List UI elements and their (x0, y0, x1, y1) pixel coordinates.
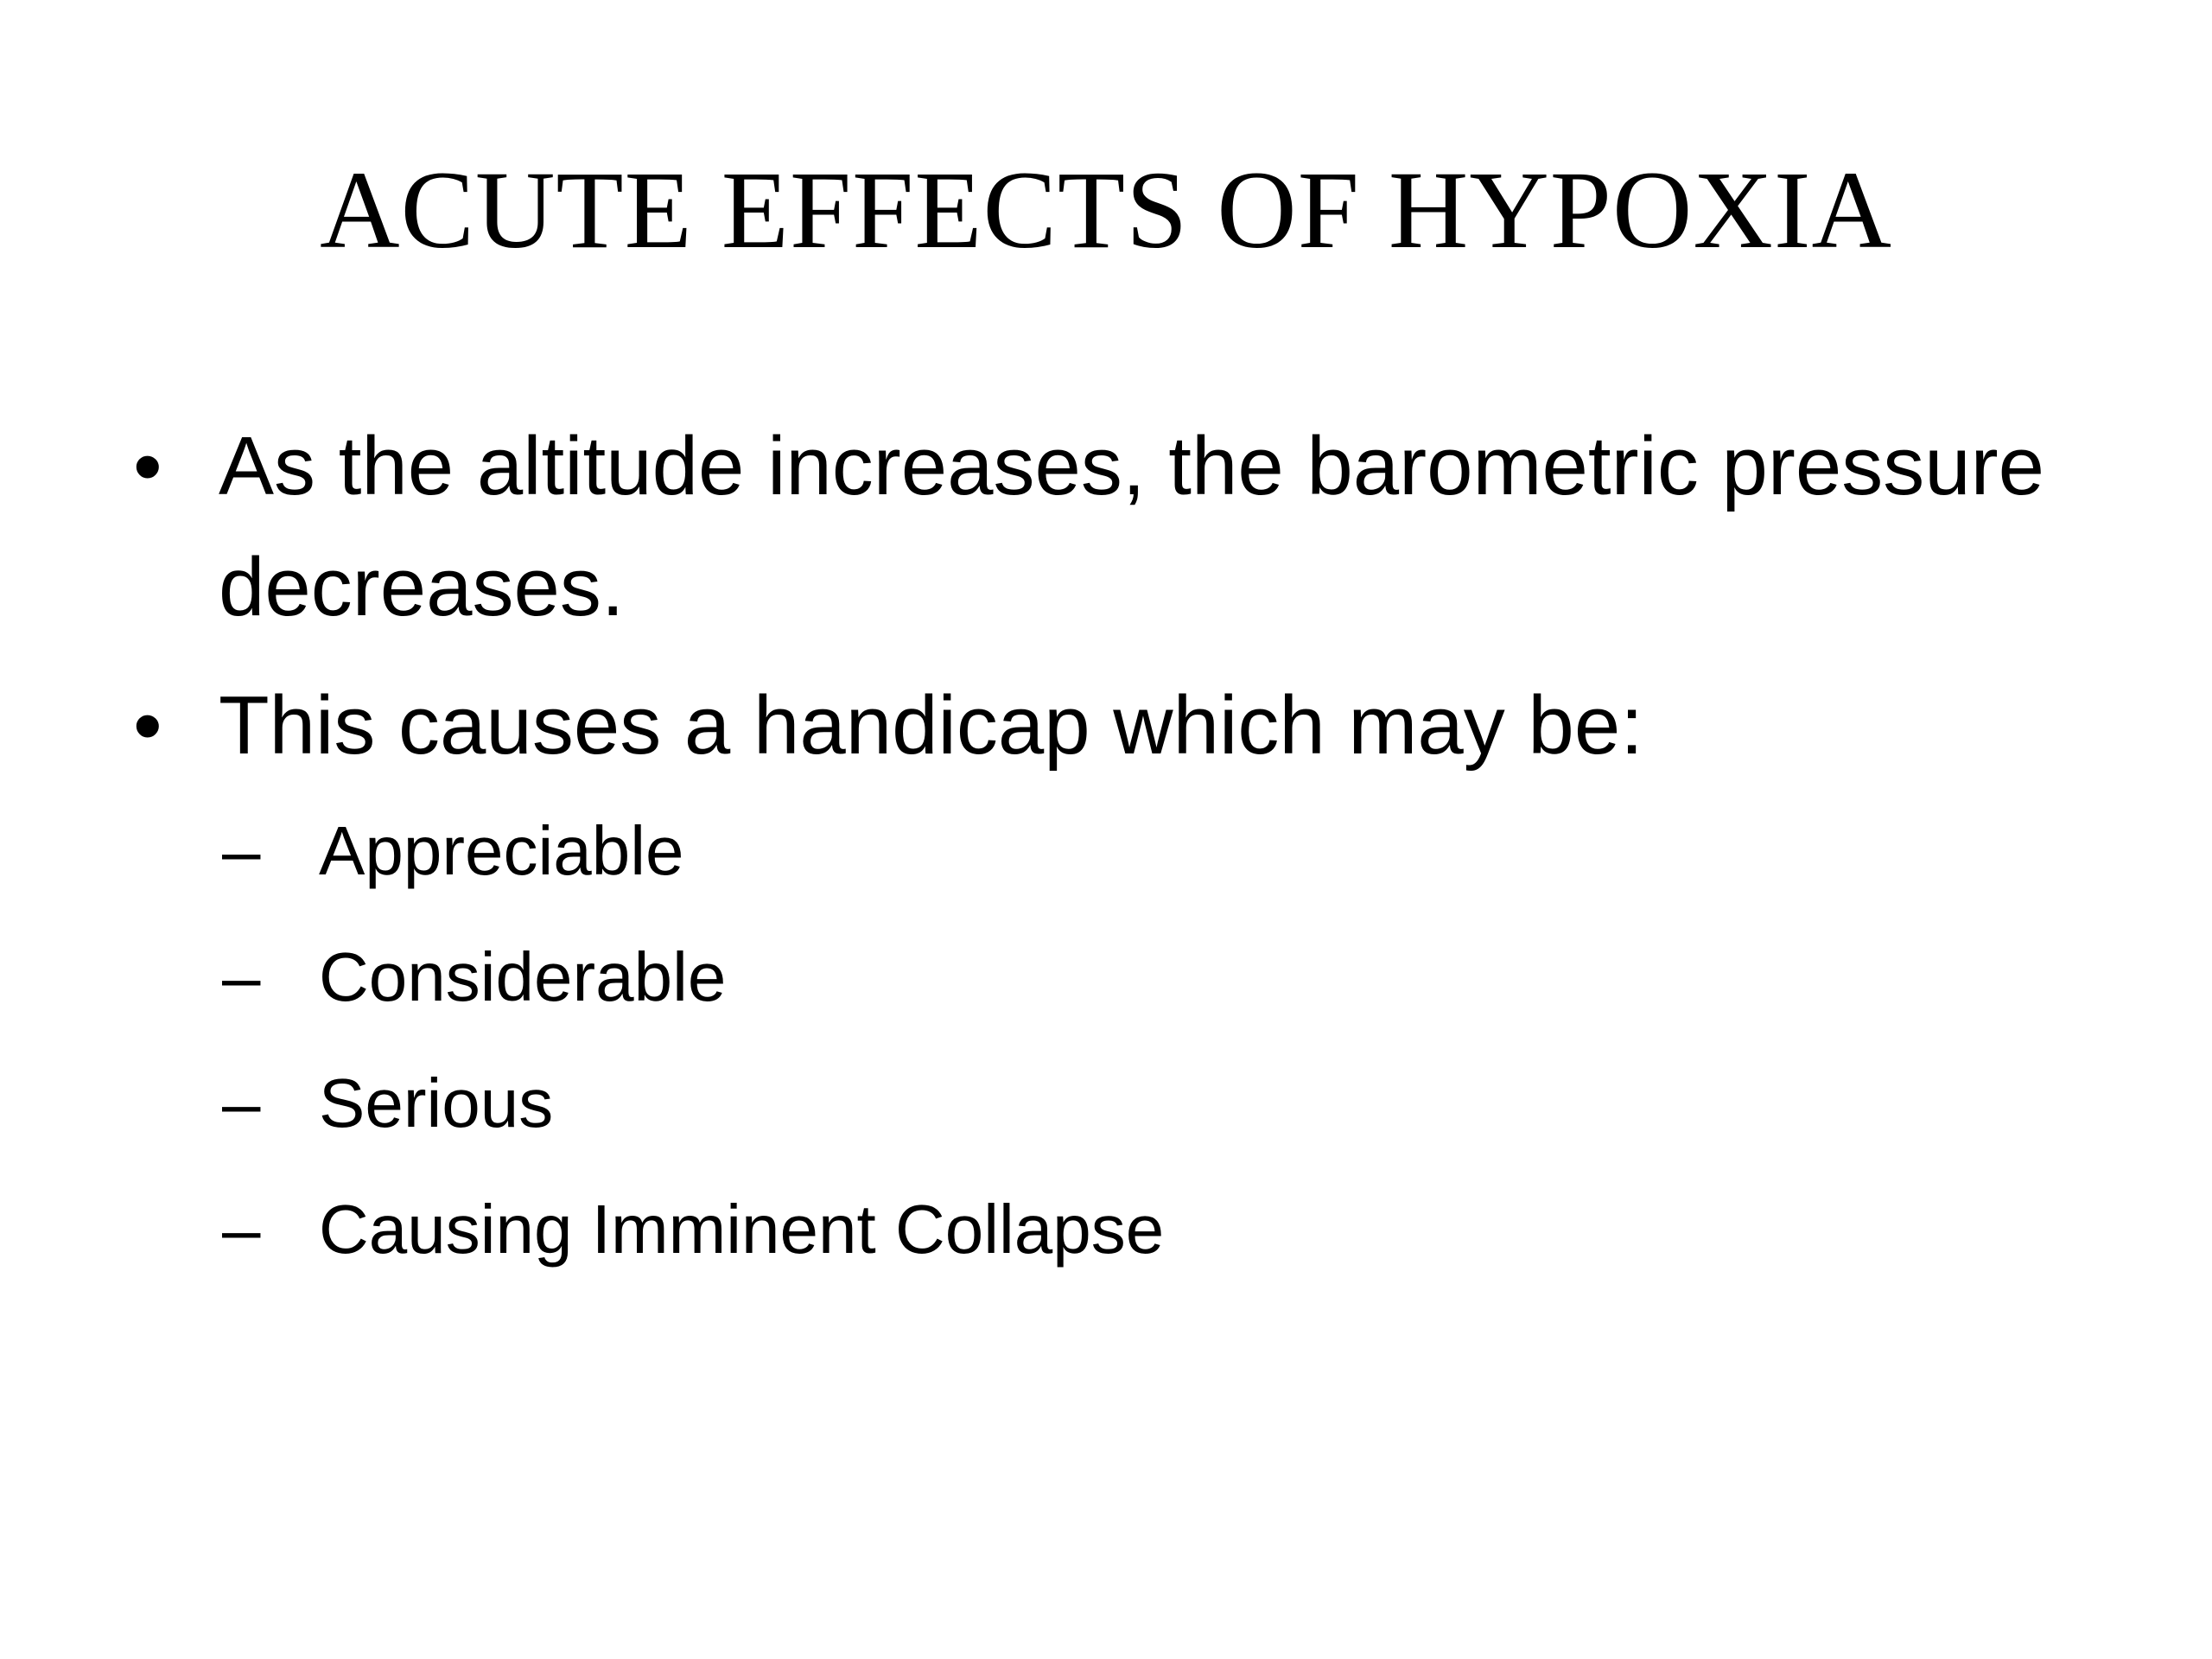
sub-bullet-item (222, 1166, 2117, 1293)
bullet-list (130, 406, 2117, 1293)
sub-bullet-item (222, 1040, 2117, 1166)
bullet-text: As the altitude increases, the barometric pressure decreases. (219, 420, 2045, 633)
bullet-text: This causes a handicap which may be: (219, 679, 1643, 772)
bullet-item (130, 406, 2117, 648)
sub-bullet-text: Considerable (319, 938, 727, 1015)
bullet-dot-icon: • (133, 679, 162, 772)
dash-icon: – (222, 1191, 261, 1268)
dash-icon: – (222, 1065, 261, 1141)
sub-bullet-text: Causing Imminent Collapse (319, 1191, 1165, 1268)
dash-icon: – (222, 812, 261, 889)
sub-bullet-text: Appreciable (319, 812, 684, 889)
dash-icon: – (222, 938, 261, 1015)
sub-bullet-item (222, 914, 2117, 1040)
bullet-dot-icon: • (133, 420, 162, 512)
sub-bullet-text: Serious (319, 1065, 554, 1141)
slide-body (130, 406, 2117, 1310)
bullet-item (130, 665, 2117, 1293)
sub-bullet-item (222, 788, 2117, 914)
slide-title: ACUTE EFFECTS OF HYPOXIA (320, 149, 1892, 271)
sub-bullet-list (219, 788, 2117, 1293)
